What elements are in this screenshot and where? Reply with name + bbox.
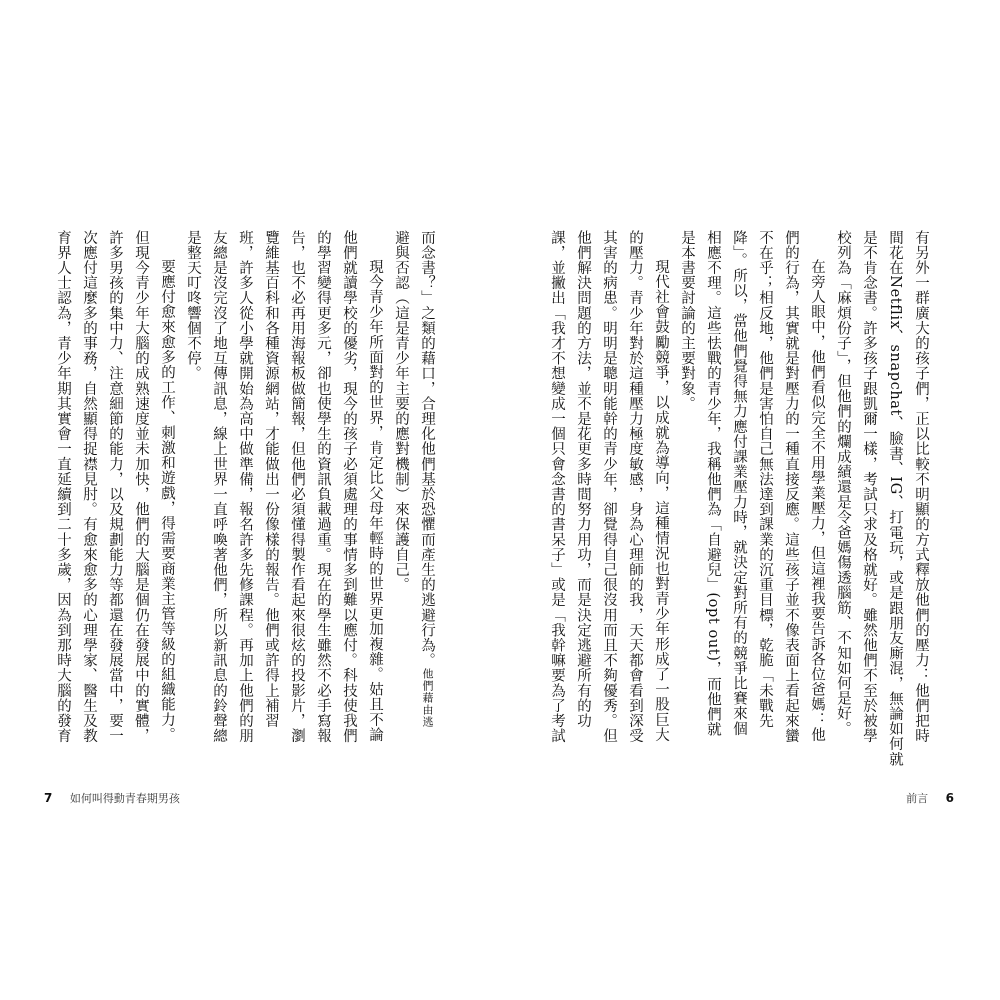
right-page-body — [544, 230, 934, 767]
text-line: 有另外一群廣大的孩子們，正以比較不明顯的方式釋放他們的壓力：他們把時 — [913, 230, 929, 744]
right-page — [500, 0, 1000, 1000]
text-line: 要應付愈來愈多的工作、刺激和遊戲，得需要商業主管等級的組織能力。 — [159, 259, 175, 743]
text-line: 次應付這麼多的事務，自然顯得捉襟見肘。有愈來愈多的心理學家、醫生及教 — [81, 230, 97, 744]
text-line: 間花在Netflix、snapchat、臉書、IG、打電玩，或是跟朋友廝混，無論如何就 — [887, 230, 903, 767]
text-line: 是不肯念書。許多孩子跟凱爾一樣，考試只求及格就好。雖然他們不至於被學 — [861, 230, 877, 744]
left-page-footer — [44, 790, 180, 806]
text-line: 是整天叮咚響個不停。 — [185, 230, 201, 381]
text-line: 是本書要討論的主要對象。 — [679, 230, 695, 412]
text-line: 他們就讀學校的優劣，現今的孩子必須處理的事情多到難以應付。科技使我們 — [341, 230, 357, 744]
text-line: 友總是沒完沒了地互傳訊息，線上世界一直呼喚著他們，所以新訊息的鈴聲總 — [211, 230, 227, 744]
text-line: 但現今青少年大腦的成熟速度並未加快，他們的大腦是個仍在發展中的實體， — [133, 230, 149, 744]
text-line: 在旁人眼中，他們看似完全不用學業壓力，但這裡我要告訴各位爸媽：他 — [809, 259, 825, 743]
text-line: 育界人士認為，青少年期其實會一直延續到二十多歲，因為到那時大腦的發育 — [55, 230, 71, 744]
text-line: 不在乎；相反地，他們是害怕自己無法達到課業的沉重目標，乾脆「未戰先 — [757, 230, 773, 729]
text-line — [414, 230, 440, 743]
text-run: 而念書？」之類的藉口，合理化他們基於恐懼而產生的逃避行為。 — [419, 230, 435, 668]
page-number-left: 7 — [44, 791, 53, 805]
text-line: 們的行為，其實就是對壓力的一種直接反應。這些孩子並不像表面上看起來蠻 — [783, 230, 799, 744]
footer-section-title: 前言 — [906, 792, 929, 805]
page-number-right: 6 — [945, 791, 954, 805]
text-line: 課，並撇出「我才不想變成一個只會念書的書呆子」或是「我幹嘛要為了考試 — [549, 230, 565, 744]
text-line: 覽維基百科和各種資源網站，才能做出一份像樣的報告。他們或許得上補習 — [263, 230, 279, 729]
text-line: 現今青少年所面對的世界，肯定比父母年輕時的世界更加複雜。姑且不論 — [367, 259, 383, 743]
text-line: 他們解決問題的方法，並不是花更多時間努力用功，而是決定逃避所有的功 — [575, 230, 591, 729]
text-line: 其害的病患。明明是聰明能幹的青少年，卻覺得自己很沒用而且不夠優秀。但 — [601, 230, 617, 744]
footer-book-title: 如何叫得動青春期男孩 — [69, 792, 180, 805]
text-line: 許多男孩的集中力、注意細節的能力，以及規劃能力等都還在發展當中，要一 — [107, 230, 123, 744]
text-line: 現代社會鼓勵競爭，以成就為導向，這種情況也對青少年形成了一股巨大 — [653, 259, 669, 743]
text-line: 班，許多人從小學就開始為高中做準備，報名許多先修課程。再加上他們的朋 — [237, 230, 253, 744]
inline-note: 他們藉由逃 — [421, 667, 434, 728]
right-page-footer — [906, 790, 954, 806]
text-line: 避與否認（這是青少年主要的應對機制）來保護自己。 — [393, 230, 409, 593]
text-line: 降」。所以，當他們覺得無力應付課業壓力時，就決定對所有的競爭比賽來個 — [731, 230, 747, 737]
text-line: 校列為「麻煩份子」，但他們的爛成績還是令爸媽傷透腦筋、不知如何是好。 — [835, 230, 851, 737]
left-page-body — [50, 230, 440, 743]
text-line: 的學習變得更多元，卻也使學生的資訊負載過重。現在的學生雖然不必手寫報 — [315, 230, 331, 744]
text-line: 的壓力。青少年對於這種壓力極度敏感，身為心理師的我，天天都會看到深受 — [627, 230, 643, 744]
text-line: 相應不理。這些怯戰的青少年，我稱他們為「自避兒」(opt out)，而他們就 — [705, 230, 721, 737]
text-line: 告，也不必再用海報板做簡報，但他們必須懂得製作看起來很炫的投影片，瀏 — [289, 230, 305, 744]
